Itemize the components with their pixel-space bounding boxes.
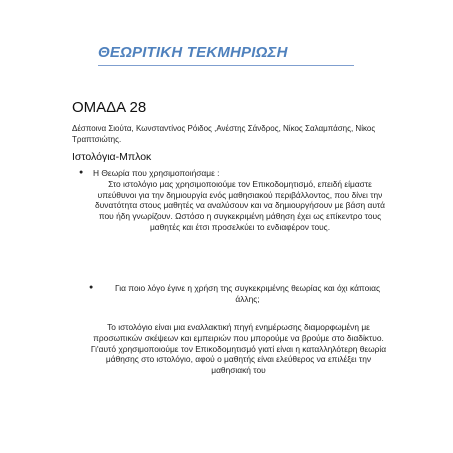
document-title: ΘΕΩΡΙΤΙΚΗ ΤΕΚΜΗΡΙΩΣΗ: [98, 44, 288, 61]
bullet-section-reason: [82, 283, 392, 305]
bullet-heading: Η Θεωρία που χρησιμοποιήσαμε :: [93, 168, 220, 178]
group-heading: ΟΜΑΔΑ 28: [72, 99, 147, 116]
bullet-item: [72, 168, 392, 179]
title-underline: [98, 65, 354, 66]
bullet-icon: ●: [89, 284, 94, 291]
bullet-icon: ●: [79, 169, 84, 176]
bullet-heading: Για ποιο λόγο έγινε η χρήση της συγκεκριμένης θεωρίας και όχι κάποιας άλλης;: [115, 283, 380, 304]
section-subheading: Ιστολόγια-Μπλοκ: [72, 151, 152, 163]
body-paragraph: Το ιστολόγιο είναι μια εναλλακτική πηγή ενημέρωσης διαμορφωμένη με προσωπικών σκέψεων και εμπειριών που μπορούμε να βρούμε στο διαδίκτυο. Γι'αυτό χρησιμοποιούμε τον Επικοδομητισμό γιατί είναι η καταλληλότερη θεωρία μάθησης στο ιστολόγιο, αφού ο μαθητής είναι ελεύθερος να επιλέξει την μαθησιακή του: [90, 322, 387, 376]
bullet-body: Στο ιστολόγιο μας χρησιμοποιούμε τον Επικοδομητισμό, επειδή είμαστε υπεύθυνοι για την δημιουργία ενός μαθησιακού περιβάλλοντος, που δίνει την δυνατότητα στους μαθητές να αναλύσουν και να δημιουργήσουν με βάση αυτά που ήδη γνωρίζουν. Ωστόσο η συγκεκριμένη μάθηση έχει ως επίκεντρο τους μαθητές και έτσι προσελκύει το ενδιαφέρον τους.: [95, 178, 385, 232]
bullet-item: [82, 283, 392, 305]
authors-line: Δέσποινα Σιούτα, Κωνσταντίνος Ρόιδος ,Ανέστης Σάνδρος, Νίκος Σαλαμπάσης, Νίκος Τραπτσιώτης.: [72, 124, 376, 144]
bullet-section-theory: [72, 168, 392, 233]
